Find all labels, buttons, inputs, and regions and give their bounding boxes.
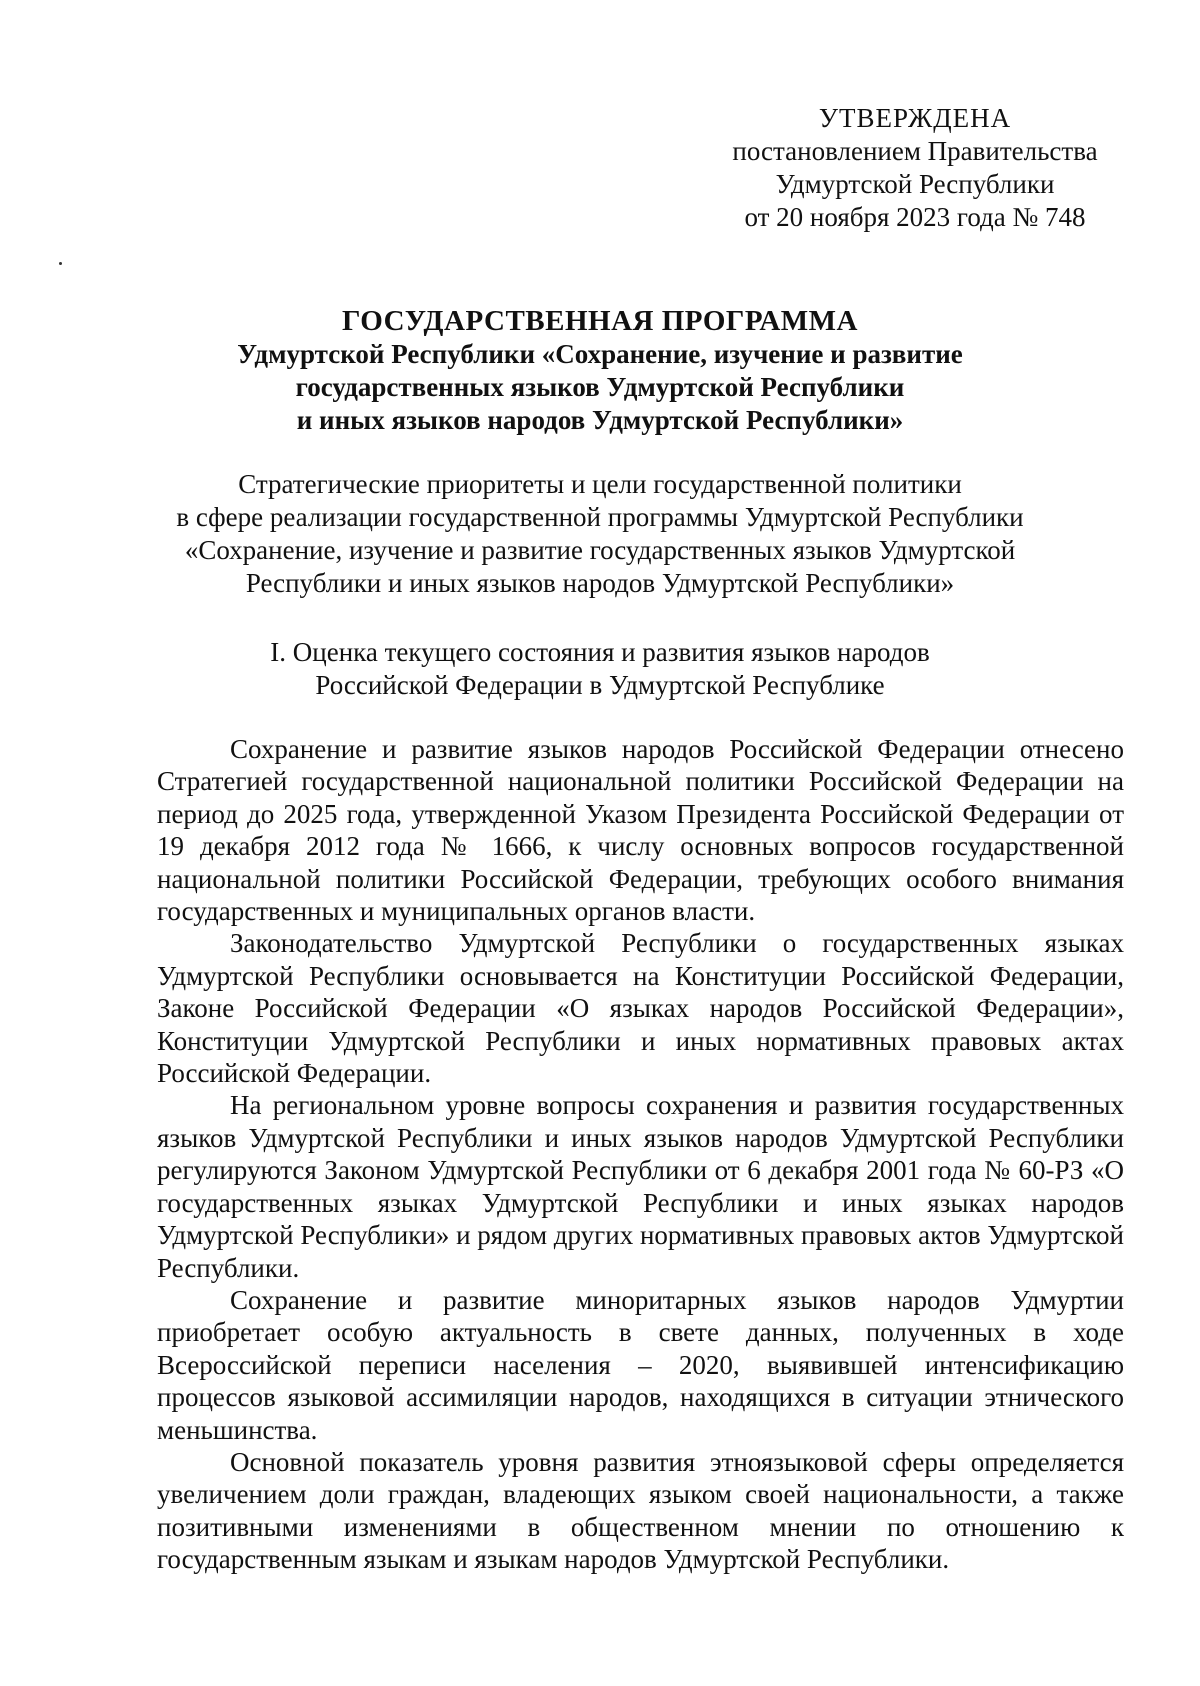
strategic-priorities-heading: [150, 468, 1050, 600]
approval-title: УТВЕРЖДЕНА: [818, 103, 1012, 133]
paragraph: Сохранение и развитие языков народов Российской Федерации отнесено Стратегией государственной национальной политики Российской Федерации на период до 2025 года, утвержденной Указом Президента Российской Федерации от 19 декабря 2012 года № 1666, к числу основных вопросов государственной национальной политики Российской Федерации, требующих особого внимания государственных и муниципальных органов власти.: [157, 734, 1124, 927]
approval-date-line: от 20 ноября 2023 года № 748: [744, 202, 1086, 232]
program-title: ГОСУДАРСТВЕННАЯ ПРОГРАММА: [342, 305, 858, 337]
program-name-line: государственных языков Удмуртской Республики: [295, 372, 905, 402]
body-text: [157, 733, 1124, 1576]
program-title-block: [150, 305, 1050, 437]
subtitle-line: Стратегические приоритеты и цели государственной политики: [238, 469, 962, 499]
approval-line: Удмуртской Республики: [775, 169, 1055, 199]
paragraph: Сохранение и развитие миноритарных языков народов Удмуртии приобретает особую актуальность в свете данных, полученных в ходе Всероссийской переписи населения – 2020, выявившей интенсификацию процессов языковой ассимиляции народов, находящихся в ситуации этнического меньшинства.: [157, 1284, 1124, 1445]
approval-line: постановлением Правительства: [732, 136, 1098, 166]
program-name-line: Удмуртской Республики «Сохранение, изучение и развитие: [237, 339, 963, 369]
paragraph: Законодательство Удмуртской Республики о государственных языках Удмуртской Республики основывается на Конституции Российской Федерации, Законе Российской Федерации «О языках народов Российской Федерации», Конституции Удмуртской Республики и иных нормативных правовых актах Российской Федерации.: [157, 928, 1124, 1089]
scan-speck: [59, 262, 62, 265]
section-heading-line: Российской Федерации в Удмуртской Республике: [315, 670, 885, 700]
approval-stamp: [700, 102, 1130, 234]
paragraph: Основной показатель уровня развития этноязыковой сферы определяется увеличением доли граждан, владеющих языком своей национальности, а также позитивными изменениями в общественном мнении по отношению к государственным языкам и языкам народов Удмуртской Республики.: [157, 1446, 1124, 1575]
subtitle-line: в сфере реализации государственной программы Удмуртской Республики: [176, 502, 1024, 532]
program-name-line: и иных языков народов Удмуртской Республики»: [296, 405, 904, 435]
section-heading-line: I. Оценка текущего состояния и развития языков народов: [270, 637, 930, 667]
section-heading: [150, 636, 1050, 702]
paragraph: На региональном уровне вопросы сохранения и развития государственных языков Удмуртской Республики и иных языков народов Удмуртской Республики регулируются Законом Удмуртской Республики от 6 декабря 2001 года № 60-РЗ «О государственных языках Удмуртской Республики и иных языках народов Удмуртской Республики» и рядом других нормативных правовых актов Удмуртской Республики.: [157, 1090, 1124, 1283]
subtitle-line: «Сохранение, изучение и развитие государственных языков Удмуртской: [184, 535, 1016, 565]
subtitle-line: Республики и иных языков народов Удмуртской Республики»: [245, 568, 955, 598]
